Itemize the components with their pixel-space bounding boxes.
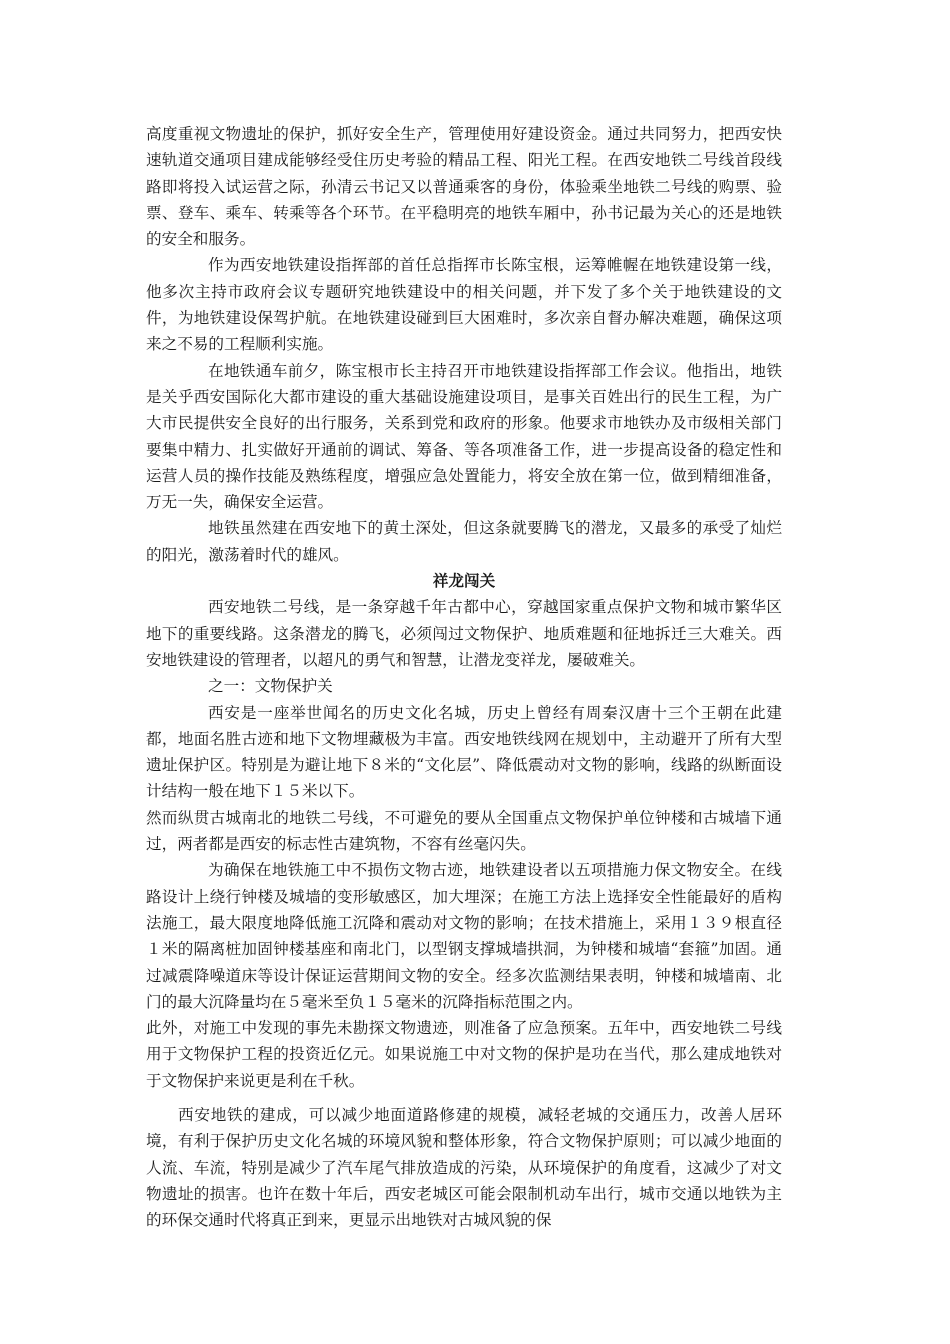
paragraph-6: 西安是一座举世闻名的历史文化名城，历史上曾经有周秦汉唐十三个王朝在此建都，地面名胜古迹和地下文物埋藏极为丰富。西安地铁线网在规划中，主动避开了所有大型遗址保护区。特别是为避让地下８米的“文化层”、降低震动对文物的影响，线路的纵断面设计结构一般在地下１５米以下。 <box>146 703 782 801</box>
paragraph-10: 西安地铁的建成，可以减少地面道路修建的规模，减轻老城的交通压力，改善人居环境，有利于保护历史文化名城的环境风貌和整体形象，符合文物保护原则；可以减少地面的人流、车流，特别是减少了汽车尾气排放造成的污染，从环境保护的角度看，这减少了对文物遗址的损害。也许在数十年后，西安老城区可能会限制机动车出行，城市交通以地铁为主的环保交通时代将真正到来，更显示出地铁对古城风貌的保 <box>146 1105 782 1230</box>
paragraph-4: 地铁虽然建在西安地下的黄土深处，但这条就要腾飞的潜龙，又最多的承受了灿烂的阳光，激荡着时代的雄风。 <box>146 519 782 564</box>
paragraph-8: 为确保在地铁施工中不损伤文物古迹，地铁建设者以五项措施力保文物安全。在线路设计上绕行钟楼及城墙的变形敏感区，加大埋深；在施工方法上选择安全性能最好的盾构法施工，最大限度地降低施工沉降和震动对文物的影响；在技术措施上，采用１３９根直径１米的隔离桩加固钟楼基座和南北门，以型钢支撑城墙拱洞，为钟楼和城墙“套箍”加固。通过减震降噪道床等设计保证运营期间文物的安全。经多次监测结果表明，钟楼和城墙南、北门的最大沉降量均在５毫米至负１５毫米的沉降指标范围之内。 <box>146 861 782 1011</box>
document-page <box>146 121 782 1233</box>
paragraph-spacer <box>146 1094 782 1102</box>
section-heading: 祥龙闯关 <box>432 571 496 591</box>
paragraph-9: 此外，对施工中发现的事先未勘探文物遗迹，则准备了应急预案。五年中，西安地铁二号线用于文物保护工程的投资近亿元。如果说施工中对文物的保护是功在当代，那么建成地铁对于文物保护来说更是利在千秋。 <box>146 1019 782 1090</box>
paragraph-2: 作为西安地铁建设指挥部的首任总指挥市长陈宝根，运筹帷幄在地铁建设第一线，他多次主持市政府会议专题研究地铁建设中的相关问题，并下发了多个关于地铁建设的文件，为地铁建设保驾护航。在地铁建设碰到巨大困难时，多次亲自督办解决难题，确保这项来之不易的工程顺利实施。 <box>146 256 782 354</box>
paragraph-5: 西安地铁二号线，是一条穿越千年古都中心，穿越国家重点保护文物和城市繁华区地下的重要线路。这条潜龙的腾飞，必须闯过文物保护、地质难题和征地拆迁三大难关。西安地铁建设的管理者，以超凡的勇气和智慧，让潜龙变祥龙，屡破难关。 <box>146 598 782 669</box>
paragraph-3: 在地铁通车前夕，陈宝根市长主持召开市地铁建设指挥部工作会议。他指出，地铁是关乎西安国际化大都市建设的重大基础设施建设项目，是事关百姓出行的民生工程，为广大市民提供安全良好的出行服务，关系到党和政府的形象。他要求市地铁办及市级相关部门要集中精力、扎实做好开通前的调试、筹备、等各项准备工作，进一步提高设备的稳定性和运营人员的操作技能及熟练程度，增强应急处置能力，将安全放在第一位，做到精细准备，万无一失，确保安全运营。 <box>146 361 782 512</box>
paragraph-1: 高度重视文物遗址的保护，抓好安全生产，管理使用好建设资金。通过共同努力，把西安快速轨道交通项目建成能够经受住历史考验的精品工程、阳光工程。在西安地铁二号线首段线路即将投入试运营之际，孙清云书记又以普通乘客的身份，体验乘坐地铁二号线的购票、验票、登车、乘车、转乘等各个环节。在平稳明亮的地铁车厢中，孙书记最为关心的还是地铁的安全和服务。 <box>146 125 782 249</box>
subsection-heading: 之一：文物保护关 <box>208 677 333 696</box>
paragraph-7: 然而纵贯古城南北的地铁二号线，不可避免的要从全国重点文物保护单位钟楼和古城墙下通过，两者都是西安的标志性古建筑物，不容有丝毫闪失。 <box>146 808 782 854</box>
